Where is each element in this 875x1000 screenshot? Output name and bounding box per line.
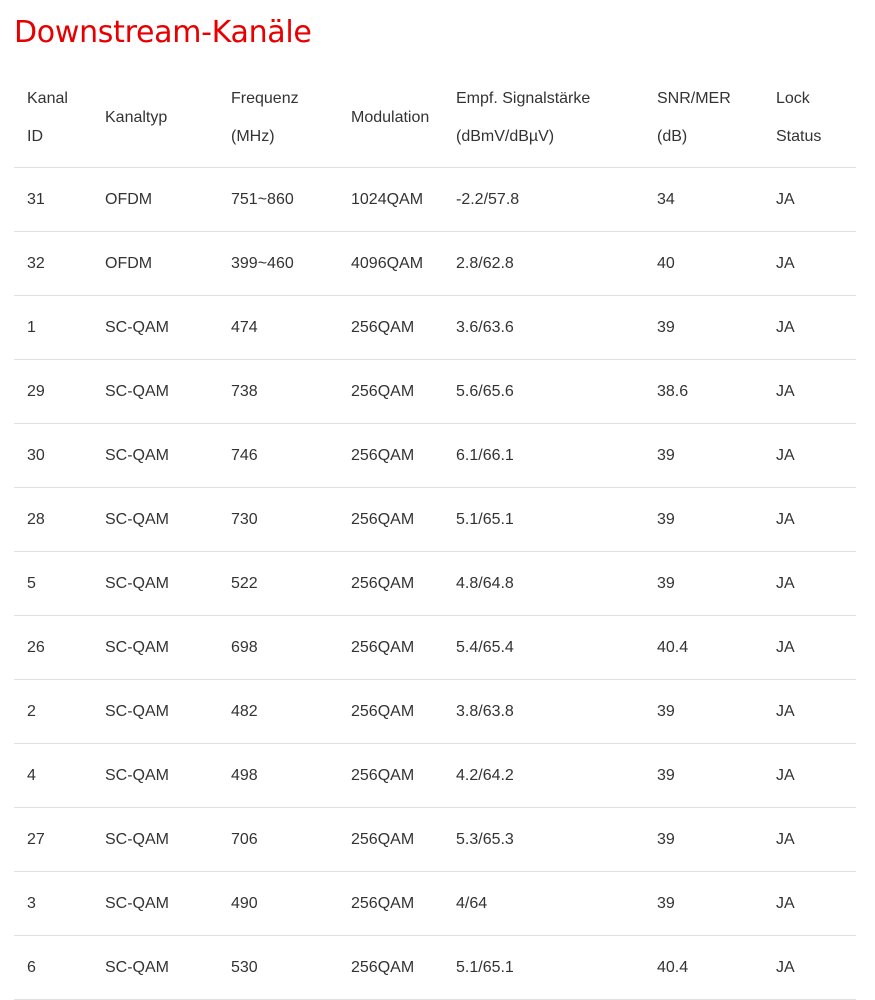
cell-channel-type: SC-QAM [92, 936, 218, 1000]
cell-channel-type: SC-QAM [92, 680, 218, 744]
cell-signal-power: 3.8/63.8 [443, 680, 644, 744]
cell-modulation: 256QAM [338, 872, 443, 936]
cell-frequency: 698 [218, 616, 338, 680]
table-row [14, 872, 856, 936]
cell-channel-id: 30 [14, 424, 92, 488]
table-row [14, 360, 856, 424]
header-snr-line1: SNR/MER [657, 89, 731, 107]
cell-channel-type: OFDM [92, 168, 218, 232]
cell-signal-power: 5.3/65.3 [443, 808, 644, 872]
cell-lock-status: JA [763, 616, 856, 680]
cell-channel-id: 27 [14, 808, 92, 872]
cell-lock-status: JA [763, 232, 856, 296]
cell-modulation: 256QAM [338, 552, 443, 616]
cell-frequency: 522 [218, 552, 338, 616]
cell-frequency: 474 [218, 296, 338, 360]
cell-snr: 40.4 [644, 936, 763, 1000]
cell-frequency: 706 [218, 808, 338, 872]
cell-frequency: 399~460 [218, 232, 338, 296]
cell-modulation: 4096QAM [338, 232, 443, 296]
cell-modulation: 256QAM [338, 616, 443, 680]
cell-signal-power: 4.8/64.8 [443, 552, 644, 616]
cell-channel-id: 6 [14, 936, 92, 1000]
cell-modulation: 256QAM [338, 808, 443, 872]
cell-lock-status: JA [763, 424, 856, 488]
cell-modulation: 256QAM [338, 424, 443, 488]
cell-lock-status: JA [763, 296, 856, 360]
table-body [14, 168, 856, 1000]
cell-channel-type: SC-QAM [92, 744, 218, 808]
table-row [14, 232, 856, 296]
cell-modulation: 256QAM [338, 680, 443, 744]
cell-snr: 39 [644, 552, 763, 616]
cell-frequency: 490 [218, 872, 338, 936]
header-channel-type-label: Kanaltyp [105, 108, 168, 126]
table-row [14, 936, 856, 1000]
table-row [14, 168, 856, 232]
cell-signal-power: 5.6/65.6 [443, 360, 644, 424]
cell-signal-power: 4.2/64.2 [443, 744, 644, 808]
cell-channel-type: SC-QAM [92, 488, 218, 552]
cell-frequency: 738 [218, 360, 338, 424]
cell-channel-id: 32 [14, 232, 92, 296]
header-channel-id [14, 68, 92, 168]
cell-snr: 34 [644, 168, 763, 232]
table-row [14, 488, 856, 552]
header-frequency-line2: (MHz) [231, 127, 275, 145]
cell-frequency: 730 [218, 488, 338, 552]
header-snr [644, 68, 763, 168]
cell-snr: 39 [644, 872, 763, 936]
cell-frequency: 751~860 [218, 168, 338, 232]
cell-lock-status: JA [763, 488, 856, 552]
cell-modulation: 256QAM [338, 360, 443, 424]
cell-frequency: 498 [218, 744, 338, 808]
cell-snr: 39 [644, 488, 763, 552]
cell-snr: 39 [644, 296, 763, 360]
cell-channel-type: SC-QAM [92, 360, 218, 424]
header-channel-type [92, 68, 218, 168]
header-channel-id-line2: ID [27, 127, 43, 145]
cell-channel-id: 1 [14, 296, 92, 360]
cell-frequency: 530 [218, 936, 338, 1000]
cell-lock-status: JA [763, 360, 856, 424]
cell-modulation: 256QAM [338, 488, 443, 552]
cell-snr: 38.6 [644, 360, 763, 424]
cell-snr: 39 [644, 424, 763, 488]
table-row [14, 744, 856, 808]
cell-channel-id: 29 [14, 360, 92, 424]
cell-signal-power: 6.1/66.1 [443, 424, 644, 488]
cell-modulation: 256QAM [338, 296, 443, 360]
header-frequency [218, 68, 338, 168]
cell-frequency: 746 [218, 424, 338, 488]
cell-lock-status: JA [763, 680, 856, 744]
cell-channel-id: 3 [14, 872, 92, 936]
table-row [14, 680, 856, 744]
cell-channel-type: OFDM [92, 232, 218, 296]
cell-signal-power: 5.1/65.1 [443, 936, 644, 1000]
cell-lock-status: JA [763, 744, 856, 808]
cell-channel-id: 31 [14, 168, 92, 232]
header-lock-status-line2: Status [776, 127, 822, 145]
header-snr-line2: (dB) [657, 127, 688, 145]
cell-channel-id: 2 [14, 680, 92, 744]
cell-modulation: 256QAM [338, 744, 443, 808]
cell-signal-power: 4/64 [443, 872, 644, 936]
cell-lock-status: JA [763, 936, 856, 1000]
cell-modulation: 1024QAM [338, 168, 443, 232]
cell-channel-type: SC-QAM [92, 616, 218, 680]
cell-signal-power: 5.1/65.1 [443, 488, 644, 552]
cell-lock-status: JA [763, 808, 856, 872]
cell-lock-status: JA [763, 872, 856, 936]
cell-channel-type: SC-QAM [92, 872, 218, 936]
header-signal-power [443, 68, 644, 168]
cell-channel-id: 5 [14, 552, 92, 616]
cell-snr: 39 [644, 744, 763, 808]
table-row [14, 808, 856, 872]
cell-signal-power: -2.2/57.8 [443, 168, 644, 232]
header-signal-power-line2: (dBmV/dBµV) [456, 127, 555, 145]
header-modulation [338, 68, 443, 168]
cell-channel-id: 4 [14, 744, 92, 808]
table-row [14, 616, 856, 680]
cell-snr: 40.4 [644, 616, 763, 680]
cell-channel-type: SC-QAM [92, 808, 218, 872]
cell-frequency: 482 [218, 680, 338, 744]
downstream-channel-table [14, 68, 856, 1000]
cell-lock-status: JA [763, 552, 856, 616]
cell-channel-type: SC-QAM [92, 552, 218, 616]
cell-signal-power: 5.4/65.4 [443, 616, 644, 680]
table-row [14, 424, 856, 488]
header-modulation-label: Modulation [351, 108, 430, 126]
cell-signal-power: 2.8/62.8 [443, 232, 644, 296]
cell-channel-id: 26 [14, 616, 92, 680]
header-channel-id-line1: Kanal [27, 89, 68, 107]
table-header [14, 68, 856, 168]
cell-snr: 39 [644, 808, 763, 872]
cell-modulation: 256QAM [338, 936, 443, 1000]
header-signal-power-line1: Empf. Signalstärke [456, 89, 591, 107]
cell-lock-status: JA [763, 168, 856, 232]
cell-signal-power: 3.6/63.6 [443, 296, 644, 360]
cell-snr: 39 [644, 680, 763, 744]
page-title: Downstream-Kanäle [14, 15, 312, 50]
table-row [14, 552, 856, 616]
cell-channel-id: 28 [14, 488, 92, 552]
header-frequency-line1: Frequenz [231, 89, 299, 107]
cell-channel-type: SC-QAM [92, 296, 218, 360]
table-row [14, 296, 856, 360]
header-row [14, 68, 856, 168]
header-lock-status [763, 68, 856, 168]
header-lock-status-line1: Lock [776, 89, 810, 107]
cell-snr: 40 [644, 232, 763, 296]
cell-channel-type: SC-QAM [92, 424, 218, 488]
